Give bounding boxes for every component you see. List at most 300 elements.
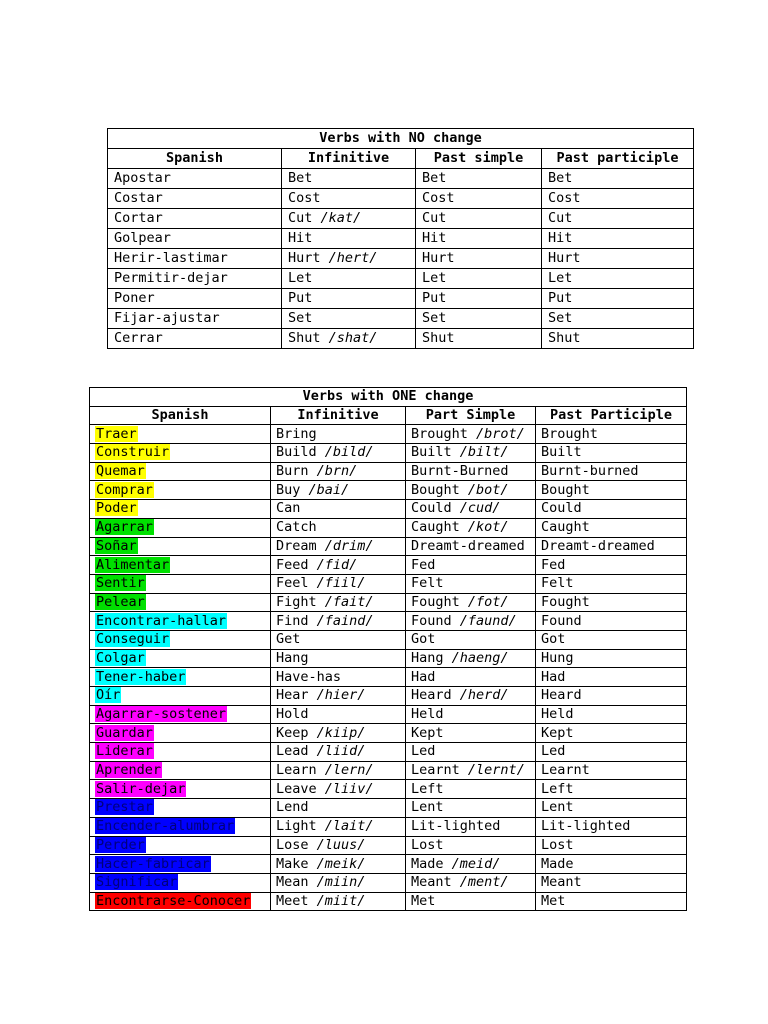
past-participle-cell: Lent <box>536 799 687 818</box>
past-simple-cell <box>406 425 536 444</box>
table-row <box>90 687 687 706</box>
past-participle-cell: Hung <box>536 649 687 668</box>
past-simple-word: Cost <box>422 190 455 206</box>
past-simple-word: Made <box>411 855 444 872</box>
table-row <box>90 780 687 799</box>
pronunciation: /meid/ <box>451 855 501 872</box>
infinitive-cell <box>271 761 406 780</box>
spanish-verb: Perder <box>96 836 145 853</box>
past-simple-word: Put <box>422 290 447 306</box>
spanish-cell <box>90 537 271 556</box>
spanish-verb: Construir <box>96 444 170 461</box>
infinitive-word: Burn <box>276 463 309 480</box>
infinitive-word: Learn <box>276 762 317 779</box>
infinitive-cell <box>271 462 406 481</box>
past-participle-cell: Lost <box>536 836 687 855</box>
past-participle-cell: Kept <box>536 724 687 743</box>
past-participle-cell: Fed <box>536 556 687 575</box>
infinitive-word: Can <box>276 500 301 517</box>
infinitive-cell <box>282 209 416 229</box>
spanish-verb: Encontrarse-Conocer <box>96 892 251 909</box>
infinitive-word: Dream <box>276 537 317 554</box>
past-simple-cell <box>406 444 536 463</box>
spanish-verb: Cerrar <box>114 330 163 346</box>
infinitive-word: Find <box>276 612 309 629</box>
infinitive-cell <box>271 836 406 855</box>
past-simple-word: Found <box>411 612 452 629</box>
spanish-verb: Permitir-dejar <box>114 270 228 286</box>
infinitive-cell <box>271 780 406 799</box>
infinitive-word: Put <box>288 290 313 306</box>
spanish-verb: Conseguir <box>96 631 170 648</box>
infinitive-cell <box>282 189 416 209</box>
past-simple-word: Dreamt-dreamed <box>411 537 525 554</box>
past-simple-word: Learnt <box>411 762 460 779</box>
spanish-verb: Quemar <box>96 463 145 480</box>
infinitive-word: Buy <box>276 481 301 498</box>
past-simple-word: Let <box>422 270 447 286</box>
past-participle-cell: Burnt-burned <box>536 462 687 481</box>
pronunciation: /ment/ <box>459 874 509 891</box>
past-simple-cell <box>406 855 536 874</box>
spanish-cell <box>90 687 271 706</box>
past-simple-word: Could <box>411 500 452 517</box>
past-simple-word: Held <box>411 706 444 723</box>
table-row <box>90 630 687 649</box>
pronunciation: /fot/ <box>467 593 509 610</box>
pronunciation: /herd/ <box>459 687 509 704</box>
infinitive-word: Get <box>276 631 301 648</box>
infinitive-word: Catch <box>276 519 317 536</box>
past-simple-word: Brought <box>411 425 468 442</box>
past-participle-cell: Let <box>542 269 694 289</box>
past-simple-word: Got <box>411 631 436 648</box>
infinitive-cell <box>282 329 416 349</box>
spanish-verb: Liderar <box>96 743 153 760</box>
spanish-cell <box>90 612 271 631</box>
pronunciation: /kot/ <box>467 519 509 536</box>
past-simple-word: Lost <box>411 836 444 853</box>
pronunciation: /kat/ <box>320 210 362 226</box>
infinitive-word: Make <box>276 855 309 872</box>
spanish-verb: Colgar <box>96 649 145 666</box>
spanish-verb: Encontrar-hallar <box>96 612 227 629</box>
past-simple-word: Cut <box>422 210 447 226</box>
spanish-verb: Guardar <box>96 724 153 741</box>
infinitive-word: Leave <box>276 780 317 797</box>
infinitive-word: Set <box>288 310 313 326</box>
table-body <box>90 425 687 911</box>
spanish-cell <box>90 518 271 537</box>
past-participle-cell: Lit-lighted <box>536 817 687 836</box>
past-simple-word: Led <box>411 743 436 760</box>
past-simple-cell <box>406 481 536 500</box>
table-row <box>108 289 694 309</box>
past-participle-cell: Hit <box>542 229 694 249</box>
infinitive-cell <box>271 425 406 444</box>
table-title: Verbs with ONE change <box>90 388 687 407</box>
infinitive-word: Feed <box>276 556 309 573</box>
past-participle-cell: Cut <box>542 209 694 229</box>
past-simple-word: Left <box>411 780 444 797</box>
pronunciation: /brot/ <box>476 425 525 442</box>
pronunciation: /miit/ <box>316 892 366 909</box>
table-row <box>90 425 687 444</box>
spanish-cell <box>108 209 282 229</box>
infinitive-cell <box>282 289 416 309</box>
spanish-cell <box>90 668 271 687</box>
spanish-cell <box>90 574 271 593</box>
spanish-cell <box>90 873 271 892</box>
pronunciation: /fid/ <box>316 556 358 573</box>
spanish-cell <box>90 799 271 818</box>
spanish-cell <box>90 705 271 724</box>
past-participle-cell: Made <box>536 855 687 874</box>
table-row <box>90 500 687 519</box>
past-simple-word: Kept <box>411 724 444 741</box>
past-simple-word: Had <box>411 668 436 685</box>
infinitive-word: Lead <box>276 743 309 760</box>
table-row <box>90 612 687 631</box>
table-row <box>90 537 687 556</box>
past-simple-cell <box>416 169 542 189</box>
pronunciation: /fiil/ <box>316 575 366 592</box>
infinitive-cell <box>271 556 406 575</box>
infinitive-word: Lend <box>276 799 309 816</box>
infinitive-cell <box>271 668 406 687</box>
past-participle-cell: Heard <box>536 687 687 706</box>
spanish-cell <box>108 169 282 189</box>
infinitive-cell <box>282 249 416 269</box>
column-header-past-participle: Past participle <box>542 149 694 169</box>
infinitive-word: Let <box>288 270 313 286</box>
infinitive-cell <box>271 855 406 874</box>
spanish-verb: Sentir <box>96 575 145 592</box>
infinitive-cell <box>271 630 406 649</box>
past-simple-word: Hurt <box>422 250 455 266</box>
spanish-verb: Oír <box>96 687 121 704</box>
table-row <box>90 462 687 481</box>
infinitive-cell <box>271 518 406 537</box>
past-simple-word: Fought <box>411 593 460 610</box>
table-row <box>108 249 694 269</box>
infinitive-word: Hang <box>276 649 309 666</box>
infinitive-cell <box>271 444 406 463</box>
spanish-verb: Soñar <box>96 537 137 554</box>
past-simple-cell <box>406 593 536 612</box>
pronunciation: /bot/ <box>467 481 509 498</box>
pronunciation: /hert/ <box>328 250 378 266</box>
infinitive-word: Bet <box>288 170 313 186</box>
infinitive-cell <box>271 612 406 631</box>
infinitive-cell <box>282 309 416 329</box>
past-simple-cell <box>406 761 536 780</box>
past-simple-cell <box>416 229 542 249</box>
infinitive-word: Keep <box>276 724 309 741</box>
spanish-cell <box>90 780 271 799</box>
infinitive-cell <box>271 649 406 668</box>
table-title: Verbs with NO change <box>108 129 694 149</box>
past-participle-cell: Dreamt-dreamed <box>536 537 687 556</box>
past-simple-word: Built <box>411 444 452 461</box>
spanish-cell <box>90 836 271 855</box>
pronunciation: /lern/ <box>324 762 374 779</box>
past-simple-cell <box>406 556 536 575</box>
spanish-cell <box>90 444 271 463</box>
table-row <box>90 444 687 463</box>
table-row <box>90 873 687 892</box>
table-row <box>108 169 694 189</box>
infinitive-cell <box>282 169 416 189</box>
pronunciation: /bai/ <box>308 481 350 498</box>
spanish-verb: Herir-lastimar <box>114 250 228 266</box>
spanish-cell <box>90 481 271 500</box>
spanish-verb: Hacer-fabricar <box>96 855 210 872</box>
infinitive-word: Light <box>276 818 317 835</box>
spanish-cell <box>90 649 271 668</box>
past-simple-cell <box>406 630 536 649</box>
spanish-verb: Significar <box>96 874 178 891</box>
infinitive-cell <box>271 687 406 706</box>
infinitive-cell <box>271 537 406 556</box>
spanish-verb: Prestar <box>96 799 153 816</box>
table-row <box>90 556 687 575</box>
infinitive-word: Fight <box>276 593 317 610</box>
column-header-past-participle: Past Participle <box>536 406 687 425</box>
pronunciation: /kiip/ <box>316 724 366 741</box>
past-participle-cell: Felt <box>536 574 687 593</box>
spanish-verb: Tener-haber <box>96 668 186 685</box>
past-simple-cell <box>406 743 536 762</box>
past-participle-cell: Could <box>536 500 687 519</box>
spanish-cell <box>108 329 282 349</box>
pronunciation: /shat/ <box>328 330 378 346</box>
past-participle-cell: Learnt <box>536 761 687 780</box>
table-row <box>108 209 694 229</box>
past-participle-cell: Left <box>536 780 687 799</box>
past-participle-cell: Led <box>536 743 687 762</box>
past-simple-cell <box>416 249 542 269</box>
pronunciation: /drim/ <box>324 537 374 554</box>
pronunciation: /fait/ <box>324 593 374 610</box>
past-participle-cell: Brought <box>536 425 687 444</box>
past-simple-word: Burnt-Burned <box>411 463 509 480</box>
infinitive-word: Hold <box>276 706 309 723</box>
infinitive-cell <box>271 724 406 743</box>
past-simple-cell <box>416 209 542 229</box>
spanish-verb: Encender-alumbrar <box>96 818 235 835</box>
past-participle-cell: Found <box>536 612 687 631</box>
spanish-cell <box>90 425 271 444</box>
infinitive-word: Have-has <box>276 668 342 685</box>
spanish-verb: Poder <box>96 500 137 517</box>
column-header-past-simple: Part Simple <box>406 406 536 425</box>
spanish-verb: Aprender <box>96 762 162 779</box>
past-participle-cell: Cost <box>542 189 694 209</box>
pronunciation: /faind/ <box>316 612 374 629</box>
spanish-cell <box>108 229 282 249</box>
past-simple-cell <box>406 687 536 706</box>
infinitive-cell <box>282 229 416 249</box>
pronunciation: /lait/ <box>324 818 374 835</box>
table-row <box>90 817 687 836</box>
pronunciation: /miin/ <box>316 874 366 891</box>
table-row <box>90 593 687 612</box>
infinitive-cell <box>271 817 406 836</box>
infinitive-cell <box>282 269 416 289</box>
infinitive-cell <box>271 705 406 724</box>
past-simple-cell <box>406 799 536 818</box>
past-simple-cell <box>406 612 536 631</box>
past-simple-cell <box>406 873 536 892</box>
table-row <box>90 574 687 593</box>
column-header-past-simple: Past simple <box>416 149 542 169</box>
spanish-cell <box>90 556 271 575</box>
past-participle-cell: Had <box>536 668 687 687</box>
past-simple-word: Hit <box>422 230 447 246</box>
spanish-verb: Fijar-ajustar <box>114 310 220 326</box>
past-simple-cell <box>406 780 536 799</box>
past-simple-cell <box>406 817 536 836</box>
past-simple-cell <box>416 269 542 289</box>
spanish-cell <box>108 269 282 289</box>
past-participle-cell: Met <box>536 892 687 911</box>
spanish-verb: Poner <box>114 290 155 306</box>
past-simple-cell <box>416 309 542 329</box>
infinitive-cell <box>271 593 406 612</box>
table-row <box>90 743 687 762</box>
past-simple-cell <box>406 537 536 556</box>
past-simple-cell <box>406 574 536 593</box>
past-participle-cell: Put <box>542 289 694 309</box>
spanish-cell <box>90 855 271 874</box>
table-row <box>90 481 687 500</box>
pronunciation: /faund/ <box>459 612 517 629</box>
spanish-cell <box>108 289 282 309</box>
past-participle-cell: Held <box>536 705 687 724</box>
past-simple-cell <box>416 189 542 209</box>
infinitive-cell <box>271 892 406 911</box>
verbs-no-change-table <box>107 128 694 349</box>
past-simple-word: Fed <box>411 556 436 573</box>
spanish-cell <box>90 761 271 780</box>
past-simple-cell <box>406 649 536 668</box>
pronunciation: /cud/ <box>459 500 501 517</box>
past-simple-word: Bought <box>411 481 460 498</box>
past-simple-cell <box>406 518 536 537</box>
infinitive-word: Lose <box>276 836 309 853</box>
pronunciation: /bilt/ <box>459 444 509 461</box>
past-participle-cell: Set <box>542 309 694 329</box>
past-participle-cell: Got <box>536 630 687 649</box>
infinitive-cell <box>271 743 406 762</box>
table-row <box>90 518 687 537</box>
pronunciation: /liid/ <box>316 743 366 760</box>
spanish-cell <box>108 309 282 329</box>
infinitive-word: Meet <box>276 892 309 909</box>
table-row <box>108 229 694 249</box>
past-simple-word: Felt <box>411 575 444 592</box>
table-row <box>90 892 687 911</box>
spanish-verb: Alimentar <box>96 556 170 573</box>
spanish-verb: Apostar <box>114 170 171 186</box>
pronunciation: /brn/ <box>316 463 358 480</box>
infinitive-word: Mean <box>276 874 309 891</box>
verbs-one-change-table <box>89 387 687 911</box>
pronunciation: /luus/ <box>316 836 366 853</box>
past-participle-cell: Built <box>536 444 687 463</box>
pronunciation: /bild/ <box>324 444 374 461</box>
spanish-cell <box>108 249 282 269</box>
column-header-spanish: Spanish <box>108 149 282 169</box>
spanish-verb: Costar <box>114 190 163 206</box>
infinitive-cell <box>271 873 406 892</box>
spanish-verb: Traer <box>96 425 137 442</box>
table-row <box>108 329 694 349</box>
spanish-cell <box>108 189 282 209</box>
pronunciation: /hier/ <box>316 687 366 704</box>
spanish-verb: Comprar <box>96 481 153 498</box>
past-simple-cell <box>406 724 536 743</box>
infinitive-word: Cost <box>288 190 321 206</box>
past-simple-word: Lent <box>411 799 444 816</box>
infinitive-word: Hurt <box>288 250 321 266</box>
infinitive-word: Build <box>276 444 317 461</box>
infinitive-cell <box>271 574 406 593</box>
column-header-infinitive: Infinitive <box>282 149 416 169</box>
table-row <box>90 705 687 724</box>
past-participle-cell: Fought <box>536 593 687 612</box>
spanish-cell <box>90 892 271 911</box>
spanish-cell <box>90 462 271 481</box>
spanish-verb: Cortar <box>114 210 163 226</box>
past-participle-cell: Bet <box>542 169 694 189</box>
table-row <box>108 189 694 209</box>
table-row <box>108 269 694 289</box>
past-simple-cell <box>406 705 536 724</box>
column-header-infinitive: Infinitive <box>271 406 406 425</box>
past-simple-word: Bet <box>422 170 447 186</box>
past-simple-cell <box>406 500 536 519</box>
past-simple-cell <box>416 289 542 309</box>
spanish-verb: Salir-dejar <box>96 780 186 797</box>
table-row <box>90 668 687 687</box>
spanish-cell <box>90 743 271 762</box>
infinitive-word: Hear <box>276 687 309 704</box>
past-simple-cell <box>406 668 536 687</box>
pronunciation: /meik/ <box>316 855 366 872</box>
past-simple-word: Shut <box>422 330 455 346</box>
table-row <box>90 855 687 874</box>
column-header-spanish: Spanish <box>90 406 271 425</box>
spanish-cell <box>90 630 271 649</box>
spanish-cell <box>90 500 271 519</box>
spanish-cell <box>90 593 271 612</box>
table-row <box>90 761 687 780</box>
past-simple-word: Caught <box>411 519 460 536</box>
past-participle-cell: Hurt <box>542 249 694 269</box>
infinitive-word: Shut <box>288 330 321 346</box>
infinitive-word: Feel <box>276 575 309 592</box>
spanish-verb: Pelear <box>96 593 145 610</box>
past-simple-cell <box>416 329 542 349</box>
table-row <box>108 309 694 329</box>
past-simple-cell <box>406 462 536 481</box>
table-row <box>90 836 687 855</box>
pronunciation: /haeng/ <box>451 649 509 666</box>
past-simple-word: Lit-lighted <box>411 818 501 835</box>
spanish-verb: Agarrar <box>96 519 153 536</box>
